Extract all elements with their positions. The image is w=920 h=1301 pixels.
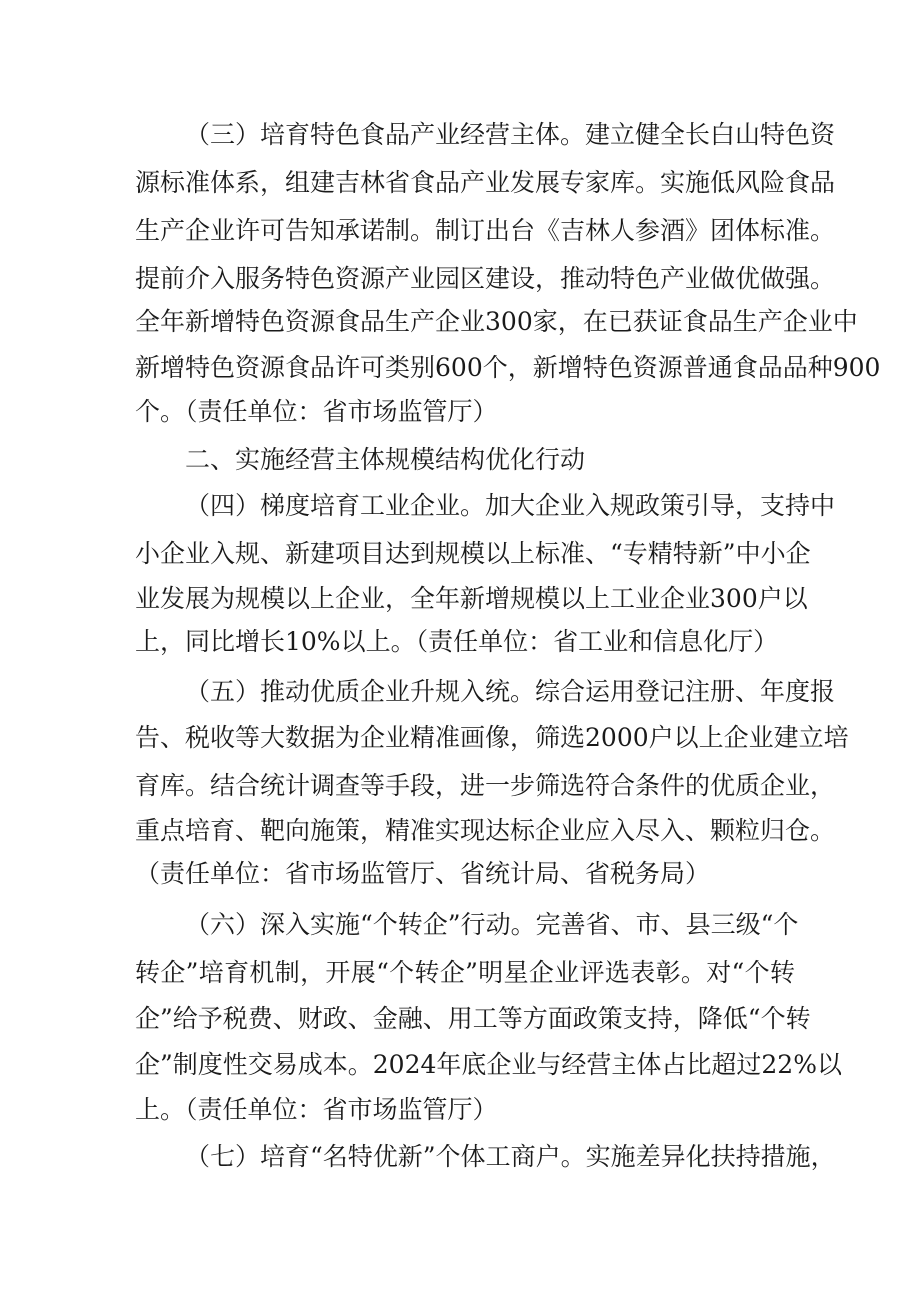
paragraph-6-line-3: 企”给予税费、财政、金融、用工等方面政策支持，降低“个转 — [135, 1004, 811, 1033]
paragraph-6-line-4: 企”制度性交易成本。2024年底企业与经营主体占比超过22%以 — [135, 1050, 842, 1079]
paragraph-7-line-1: （七）培育“名特优新”个体工商户。实施差异化扶持措施， — [185, 1142, 836, 1171]
paragraph-3-line-6: 新增特色资源食品许可类别600个，新增特色资源普通食品品种900 — [135, 353, 881, 382]
paragraph-5-line-2: 告、税收等大数据为企业精准画像，筛选2000户以上企业建立培 — [135, 723, 849, 752]
paragraph-3-line-3: 生产企业许可告知承诺制。制订出台《吉林人参酒》团体标准。 — [135, 216, 836, 245]
paragraph-3-line-1: （三）培育特色食品产业经营主体。建立健全长白山特色资 — [185, 120, 836, 149]
paragraph-5-line-1: （五）推动优质企业升规入统。综合运用登记注册、年度报 — [185, 677, 836, 706]
paragraph-3-line-7: 个。（责任单位：省市场监管厅） — [135, 397, 498, 426]
paragraph-5-line-5: （责任单位：省市场监管厅、省统计局、省税务局） — [135, 859, 711, 888]
paragraph-5-line-4: 重点培育、靶向施策，精准实现达标企业应入尽入、颗粒归仓。 — [135, 816, 836, 845]
section-heading-2: 二、实施经营主体规模结构优化行动 — [185, 445, 586, 474]
paragraph-6-line-2: 转企”培育机制，开展“个转企”明星企业评选表彰。对“个转 — [135, 958, 795, 987]
paragraph-3-line-2: 源标准体系，组建吉林省食品产业发展专家库。实施低风险食品 — [135, 168, 836, 197]
paragraph-4-line-4: 上，同比增长10%以上。（责任单位：省工业和信息化厅） — [135, 627, 779, 656]
paragraph-4-line-2: 小企业入规、新建项目达到规模以上标准、“专精特新”中小企 — [135, 539, 811, 568]
paragraph-4-line-1: （四）梯度培育工业企业。加大企业入规政策引导，支持中 — [185, 491, 836, 520]
paragraph-3-line-4: 提前介入服务特色资源产业园区建设，推动特色产业做优做强。 — [135, 264, 836, 293]
paragraph-3-line-5: 全年新增特色资源食品生产企业300家，在已获证食品生产企业中 — [135, 307, 858, 336]
paragraph-4-line-3: 业发展为规模以上企业，全年新增规模以上工业企业300户以 — [135, 584, 808, 613]
paragraph-6-line-1: （六）深入实施“个转企”行动。完善省、市、县三级“个 — [185, 910, 799, 939]
paragraph-6-line-5: 上。（责任单位：省市场监管厅） — [135, 1095, 498, 1124]
paragraph-5-line-3: 育库。结合统计调查等手段，进一步筛选符合条件的优质企业， — [135, 771, 836, 800]
